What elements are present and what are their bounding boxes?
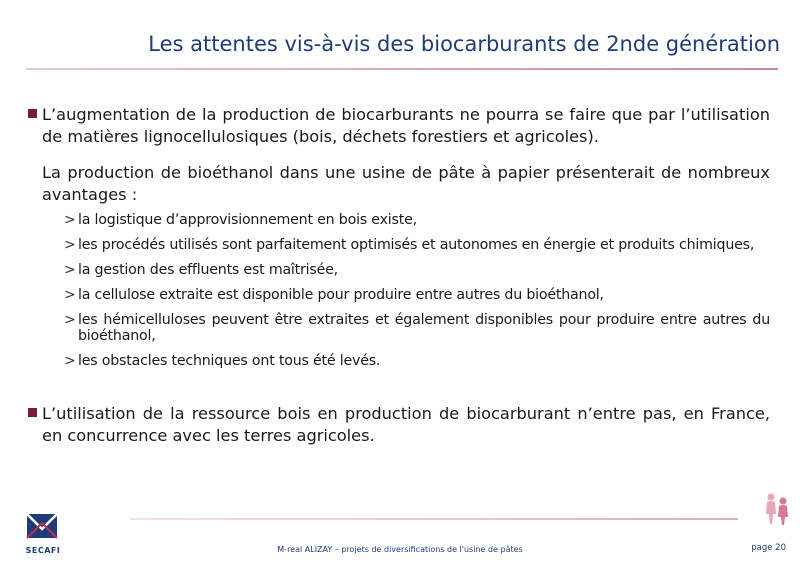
- footer-divider: [130, 518, 738, 520]
- slide-content: [26, 104, 770, 447]
- list-item: > la gestion des effluents est maîtrisée,: [64, 262, 338, 278]
- list-item: > la logistique d’approvisionnement en bois existe,: [64, 212, 417, 228]
- arrow-bullet-icon: >: [64, 262, 76, 278]
- logo-mark-icon: [22, 512, 64, 542]
- paragraph-text: L’augmentation de la production de biocarburants ne pourra se faire que par l’utilisation de matières lignocellulosiques (bois, déchets forestiers et agricoles).: [42, 105, 770, 146]
- bullet-paragraph-wood-resource: [26, 403, 770, 447]
- paragraph-text: La production de bioéthanol dans une usine de pâte à papier présenterait de nombreux avantages :: [42, 163, 770, 204]
- paragraph-bioethanol: [26, 162, 770, 206]
- paragraph-text: L’utilisation de la ressource bois en production de biocarburant n’entre pas, en France, en concurrence avec les terres agricoles.: [42, 404, 770, 445]
- list-item: > la cellulose extraite est disponible pour produire entre autres du bioéthanol,: [64, 287, 604, 303]
- people-figures-icon: [762, 492, 792, 526]
- arrow-bullet-icon: >: [64, 353, 76, 369]
- arrow-bullet-icon: >: [64, 287, 76, 303]
- arrow-bullet-icon: >: [64, 237, 76, 253]
- slide-title: Les attentes vis-à-vis des biocarburants de 2nde génération: [148, 32, 780, 56]
- list-item: > les procédés utilisés sont parfaitement optimisés et autonomes en énergie et produits chimiques,: [64, 237, 755, 253]
- footer-caption: M-real ALIZAY – projets de diversifications de l'usine de pâtes: [277, 545, 523, 554]
- bullet-paragraph-lignocellulose: [26, 104, 770, 148]
- advantages-list: [26, 212, 770, 369]
- square-bullet-icon: [28, 109, 37, 118]
- arrow-bullet-icon: >: [64, 212, 76, 228]
- square-bullet-icon: [28, 408, 37, 417]
- logo-name: SECAFI: [25, 546, 61, 555]
- title-divider: [26, 68, 778, 70]
- page-number: page 20: [751, 543, 786, 553]
- list-item: > les hémicelluloses peuvent être extraites et également disponibles pour produire entre autres du bioéthanol,: [64, 312, 770, 344]
- arrow-bullet-icon: >: [64, 312, 76, 328]
- list-item: > les obstacles techniques ont tous été levés.: [64, 353, 381, 369]
